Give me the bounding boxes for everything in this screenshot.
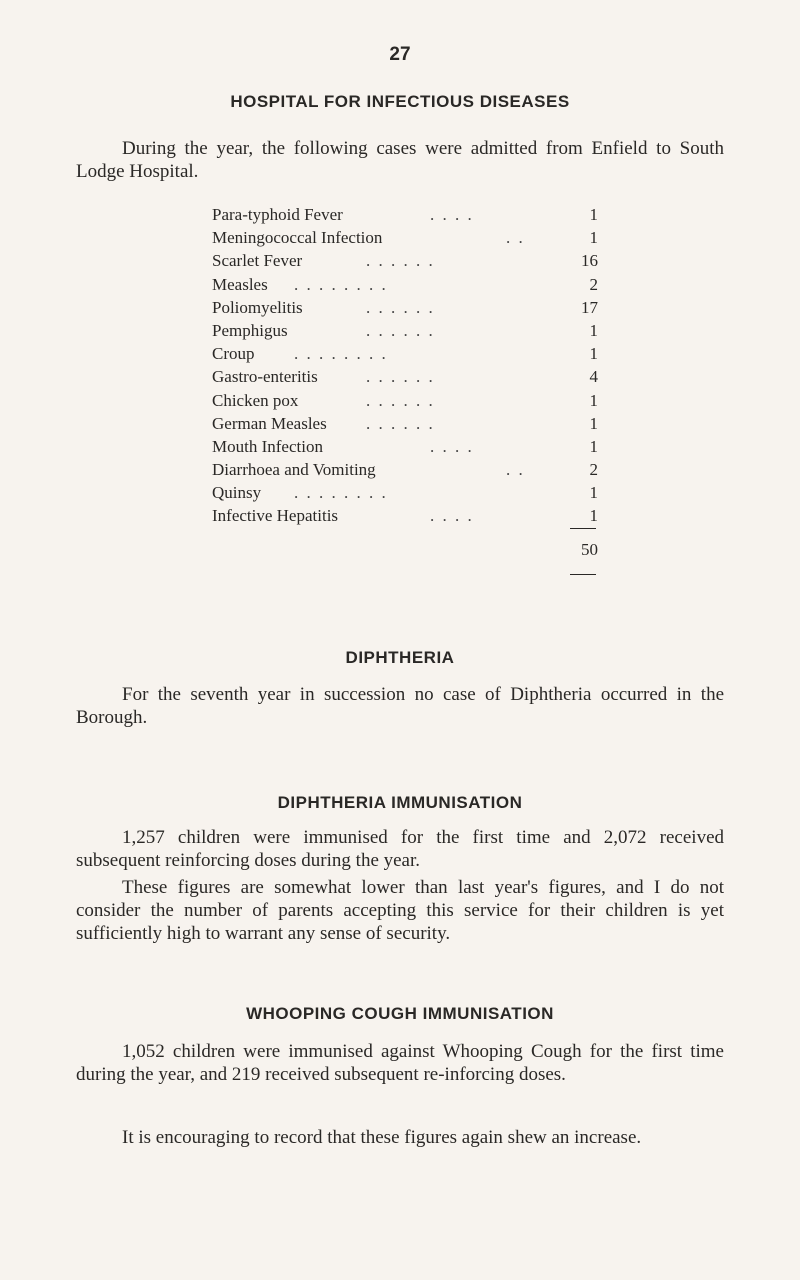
diphtheria-immunisation-heading: DIPHTHERIA IMMUNISATION (277, 793, 523, 812)
disease-name: Diarrhoea and Vomiting (212, 460, 376, 480)
table-row (212, 389, 598, 412)
case-count: 1 (589, 413, 598, 433)
case-count: 1 (589, 205, 598, 224)
leader-dots: . . (506, 460, 525, 480)
disease-name: Meningococcal Infection (212, 228, 383, 248)
disease-name: Croup (212, 344, 255, 364)
case-count: 1 (589, 483, 598, 503)
leader-dots: . . . . . . . . (294, 274, 388, 294)
disease-name: Mouth Infection (212, 436, 323, 456)
hospital-intro: During the year, the following cases were admitted from Enfield to South Lodge Hospital. (76, 138, 724, 182)
admissions-table (212, 203, 598, 528)
case-count: 1 (589, 390, 598, 410)
hospital-heading: HOSPITAL FOR INFECTIOUS DISEASES (230, 92, 570, 111)
leader-dots: . . . . (430, 506, 474, 526)
disease-name: Infective Hepatitis (212, 506, 339, 526)
table-row (212, 481, 598, 504)
case-count: 1 (589, 506, 598, 526)
disease-name: Measles (212, 274, 268, 294)
disease-name: Chicken pox (212, 390, 299, 410)
leader-dots: . . . . . . (366, 320, 435, 340)
table-row (212, 249, 598, 272)
case-count: 2 (589, 274, 598, 294)
disease-name: Poliomyelitis (212, 297, 303, 317)
diphtheria-immunisation-para1: 1,257 children were immunised for the first time and 2,072 received subsequent reinforcing doses during the year. (76, 827, 724, 871)
table-row (212, 458, 598, 481)
page-number: 27 (389, 44, 411, 65)
leader-dots: . . . . . . (366, 251, 435, 271)
disease-name: Scarlet Fever (212, 251, 303, 271)
disease-name: German Measles (212, 413, 327, 433)
case-count: 1 (589, 344, 598, 364)
disease-name: Pemphigus (212, 320, 288, 340)
whooping-cough-para1: 1,052 children were immunised against Whooping Cough for the first time during the year, and 219 received subsequent re-inforcing doses. (76, 1041, 724, 1085)
disease-name: Gastro-enteritis (212, 367, 318, 387)
case-count: 16 (581, 251, 598, 271)
leader-dots: . . . . . . (366, 297, 435, 317)
disease-name: Para-typhoid Fever (212, 205, 343, 224)
case-count: 17 (581, 297, 598, 317)
table-row (212, 296, 598, 319)
leader-dots: . . . . . . . . (294, 483, 388, 503)
leader-dots: . . . . . . (366, 367, 435, 387)
diphtheria-immunisation-para2: These figures are somewhat lower than last year's figures, and I do not consider the number of parents accepting this service for their children is yet sufficiently high to warrant any sense of security. (76, 877, 724, 944)
table-row (212, 226, 598, 249)
leader-dots: . . . . (430, 436, 474, 456)
leader-dots: . . . . (430, 205, 474, 224)
total-rule-bottom (570, 574, 596, 575)
leader-dots: . . . . . . (366, 390, 435, 410)
total-cases: 50 (581, 540, 598, 559)
leader-dots: . . (506, 228, 525, 248)
case-count: 1 (589, 320, 598, 340)
table-row (212, 365, 598, 388)
table-row (212, 504, 598, 527)
case-count: 1 (589, 436, 598, 456)
case-count: 2 (589, 460, 598, 480)
case-count: 1 (589, 228, 598, 248)
leader-dots: . . . . . . (366, 413, 435, 433)
diphtheria-text: For the seventh year in succession no case of Diphtheria occurred in the Borough. (76, 684, 724, 728)
table-row (212, 342, 598, 365)
leader-dots: . . . . . . . . (294, 344, 388, 364)
total-rule-top (570, 528, 596, 529)
table-row (212, 203, 598, 226)
whooping-cough-heading: WHOOPING COUGH IMMUNISATION (246, 1004, 554, 1023)
table-row (212, 435, 598, 458)
table-row (212, 273, 598, 296)
diphtheria-heading: DIPHTHERIA (345, 648, 455, 667)
whooping-cough-para2: It is encouraging to record that these figures again shew an increase. (122, 1127, 642, 1148)
table-row (212, 319, 598, 342)
table-row (212, 412, 598, 435)
disease-name: Quinsy (212, 483, 262, 503)
case-count: 4 (589, 367, 598, 387)
